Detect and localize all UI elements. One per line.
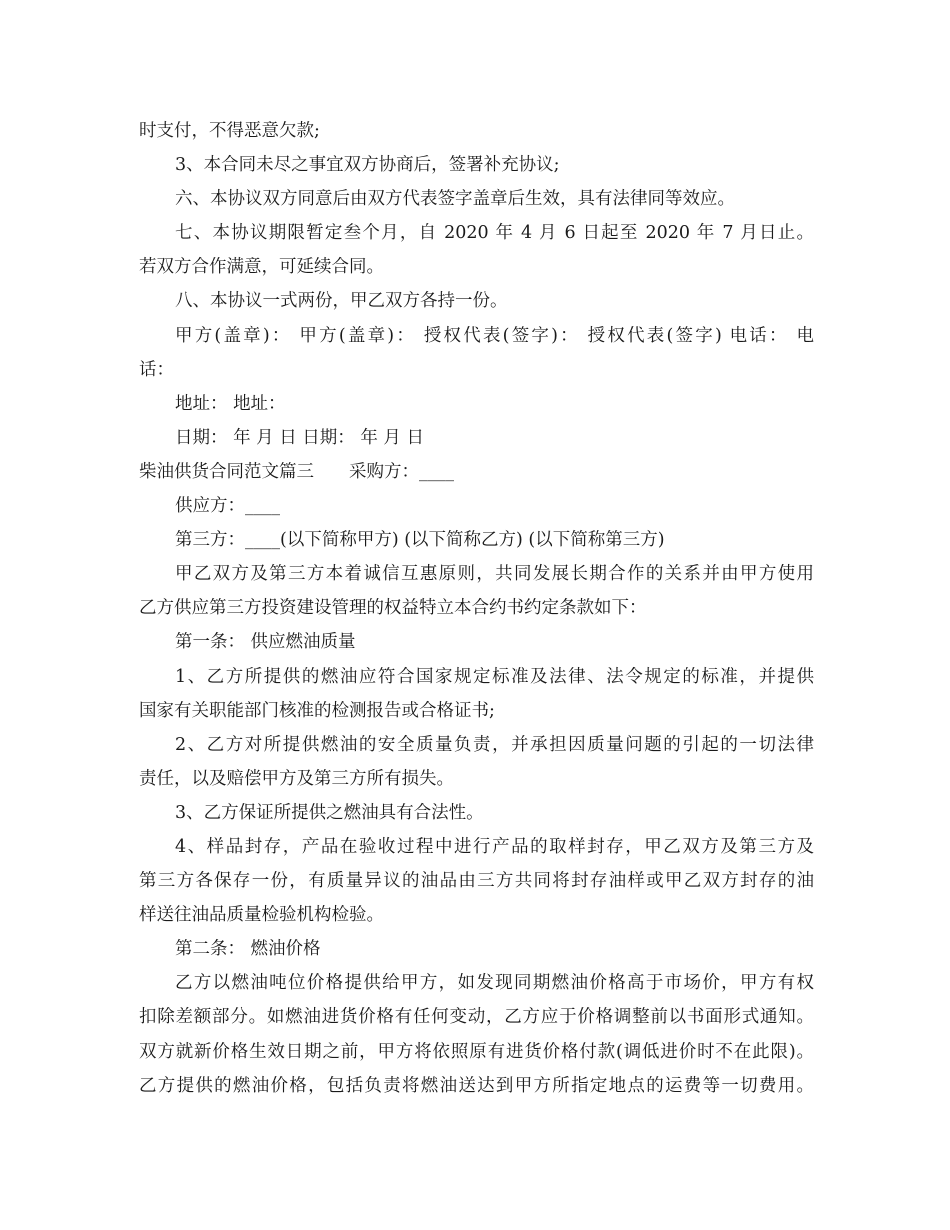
text-line: 八、本协议一式两份，甲乙双方各持一份。 xyxy=(175,291,508,312)
text-line: 3、本合同未尽之事宜双方协商后，签署补充协议; xyxy=(175,155,560,176)
text-line: 第三方各保存一份，有质量异议的油品由三方共同将封存油样或甲乙双方封存的油 xyxy=(139,871,814,892)
text-line: 第三方：____(以下简称甲方) (以下简称乙方) (以下简称第三方) xyxy=(175,530,665,551)
text-line: 供应方：____ xyxy=(175,496,280,517)
text-line: 柴油供货合同范文篇三 采购方：____ xyxy=(139,461,454,482)
text-line: 日期： 年 月 日 日期： 年 月 日 xyxy=(175,427,424,448)
text-line: 样送往油品质量检验机构检验。 xyxy=(139,905,384,926)
text-line: 2、乙方对所提供燃油的安全质量负责，并承担因质量问题的引起的一切法律 xyxy=(175,734,814,755)
text-line: 第一条： 供应燃油质量 xyxy=(175,632,356,653)
text-line: 国家有关职能部门核准的检测报告或合格证书; xyxy=(139,700,495,721)
text-line: 话： xyxy=(139,359,174,380)
text-line: 第二条： 燃油价格 xyxy=(175,939,321,960)
text-line: 扣除差额部分。如燃油进货价格有任何变动，乙方应于价格调整前以书面形式通知。 xyxy=(139,1007,814,1028)
text-line: 六、本协议双方同意后由双方代表签字盖章后生效，具有法律同等效应。 xyxy=(175,189,735,210)
text-line: 七、本协议期限暂定叁个月，自 2020 年 4 月 6 日起至 2020 年 7 月日止。 xyxy=(175,223,814,244)
text-line: 4、样品封存，产品在验收过程中进行产品的取样封存，甲乙双方及第三方及 xyxy=(175,836,814,857)
text-line: 乙方以燃油吨位价格提供给甲方，如发现同期燃油价格高于市场价，甲方有权 xyxy=(175,973,814,994)
text-line: 1、乙方所提供的燃油应符合国家规定标准及法律、法令规定的标准，并提供 xyxy=(175,666,814,687)
text-line: 3、乙方保证所提供之燃油具有合法性。 xyxy=(175,802,484,823)
text-line: 乙方供应第三方投资建设管理的权益特立本合约书约定条款如下： xyxy=(139,598,647,619)
text-line: 地址： 地址： xyxy=(175,393,286,414)
text-line: 若双方合作满意，可延续合同。 xyxy=(139,257,384,278)
text-line: 时支付，不得恶意欠款; xyxy=(139,121,320,141)
text-line: 甲乙双方及第三方本着诚信互惠原则，共同发展长期合作的关系并由甲方使用 xyxy=(175,564,814,585)
text-line: 双方就新价格生效日期之前，甲方将依照原有进货价格付款(调低进价时不在此限)。 xyxy=(139,1041,814,1062)
text-line: 甲方(盖章)： 甲方(盖章)： 授权代表(签字)： 授权代表(签字) 电话： 电 xyxy=(175,325,814,346)
text-line: 责任，以及赔偿甲方及第三方所有损失。 xyxy=(139,768,454,789)
text-line: 乙方提供的燃油价格，包括负责将燃油送达到甲方所指定地点的运费等一切费用。 xyxy=(139,1075,814,1096)
document-body xyxy=(139,114,814,1103)
